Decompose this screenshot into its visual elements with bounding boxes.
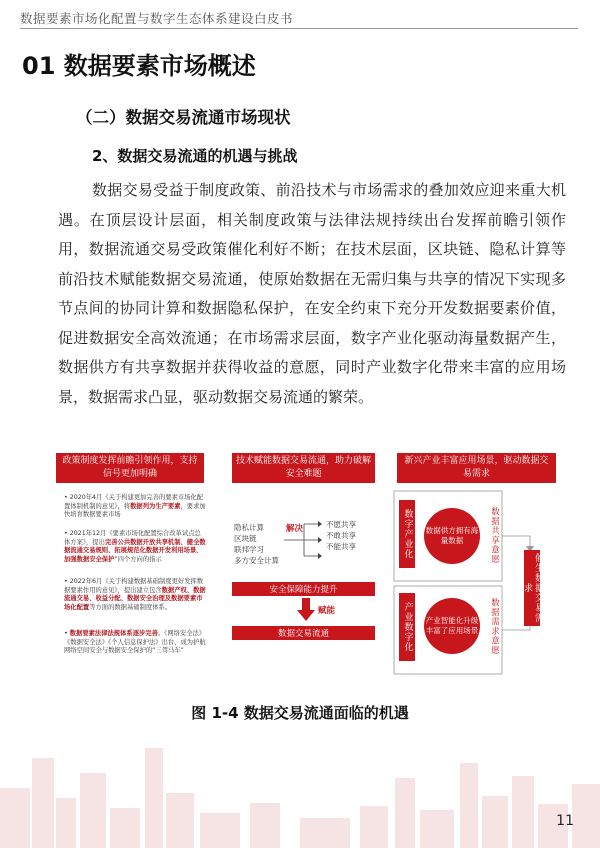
figure-caption: 图 1-4 数据交易流通面临的机遇 <box>191 704 409 722</box>
bullet-icon: • <box>64 494 70 501</box>
demand-circle: 产业智能化升级丰富了应用场景 <box>424 598 480 654</box>
share-willingness-label: 数据共享意愿 <box>489 506 500 564</box>
problem-item: 不敢共享 <box>326 531 356 540</box>
tech-item: 多方安全计算 <box>234 556 279 565</box>
problem-item: 不愿共享 <box>326 520 356 529</box>
tech-item: 联邦学习 <box>234 545 264 554</box>
tech-list <box>234 522 279 566</box>
body-paragraph: 数据交易受益于制度政策、前沿技术与市场需求的叠加效应迎来重大机遇。在顶层设计层面，相关制度政策与法律法规持续出台发挥前瞻引领作用，数据流通交易受政策催化利好不断；在技术层面，区块链、隐私计算等前沿技术赋能数据交易流通，使原始数据在无需归集与共享的情况下实现多节点间的协同计算和数据隐私保护，在安全约束下充分开发数据要素价值，促进数据安全高效流通；在市场需求层面，数字产业化驱动海量数据产生，数据供方有共享数据并获得收益的意愿，同时产业数字化带来丰富的应用场景，数据需求凸显，驱动数据交易流通的繁荣。 <box>58 181 566 406</box>
trade-demand-result: 催生数据交易需求 <box>524 550 540 626</box>
running-header: 数据要素市场化配置与数字生态体系建设白皮书 <box>20 11 294 26</box>
bullet-icon: • <box>64 578 70 585</box>
city-skyline-watermark <box>0 718 600 848</box>
policy-item: • 2022年6月《关于构建数据基础制度更好发挥数据要素作用的意见》，提出建立包含数据产权、数据流通交易、收益分配、数据安全治理及数据要素市场化配置等方面的数据基础制度体系。 <box>64 578 206 611</box>
policy-item: • 2021年12月《要素市场化配置综合改革试点总体方案》，提出完善公共数据开放共享机制、健全数据流通交易规则、拓展规范化数据开发利用场景、加强数据安全保护”四个方向的指示 <box>64 530 206 563</box>
supply-circle: 数据供方拥有海量数据 <box>424 508 480 564</box>
policy-item: • 2020年4月《关于构建更加完善的要素市场化配置体制机制的意见》，将数据列为生产要素，要求加快培育数据要素市场 <box>64 494 206 519</box>
problem-list <box>326 519 356 552</box>
header-divider <box>20 28 578 29</box>
middle-panel-header: 技术赋能数据交易流通，助力破解安全难题 <box>232 453 375 483</box>
figure-opportunities <box>56 450 556 675</box>
page-number: 11 <box>556 813 574 829</box>
digital-industrialization-label: 数字产业化 <box>399 500 415 568</box>
chapter-title: 01 数据要素市场概述 <box>22 52 256 80</box>
tech-item: 隐私计算 <box>234 523 264 532</box>
problem-item: 不能共享 <box>326 542 356 551</box>
left-panel-header: 政策制度发挥前瞻引领作用，支持信号更加明确 <box>56 453 204 483</box>
industrial-digitalization-label: 产业数字化 <box>399 593 415 661</box>
bullet-icon: • <box>64 530 70 537</box>
empower-label: 赋能 <box>318 606 336 616</box>
subsection-title: 2、数据交易流通的机遇与挑战 <box>92 147 298 165</box>
security-capability-bar: 安全保障能力提升 <box>232 582 375 596</box>
solve-label: 解决 <box>286 524 304 534</box>
down-arrow-icon <box>296 598 316 622</box>
policy-item: • 数据要素法律法规体系逐步完善。《网络安全法》《数据安全法》《个人信息保护法》出台，成为护航网络空间安全与数据安全保护的“三驾马车” <box>64 630 206 655</box>
tech-item: 区块链 <box>234 534 257 543</box>
section-title: （二）数据交易流通市场现状 <box>76 108 291 127</box>
data-circulation-bar: 数据交易流通 <box>232 626 375 640</box>
bullet-icon: • <box>64 630 70 637</box>
demand-willingness-label: 数据需求意愿 <box>489 597 500 655</box>
right-panel-header: 新兴产业丰富应用场景，驱动数据交易需求 <box>397 453 556 483</box>
